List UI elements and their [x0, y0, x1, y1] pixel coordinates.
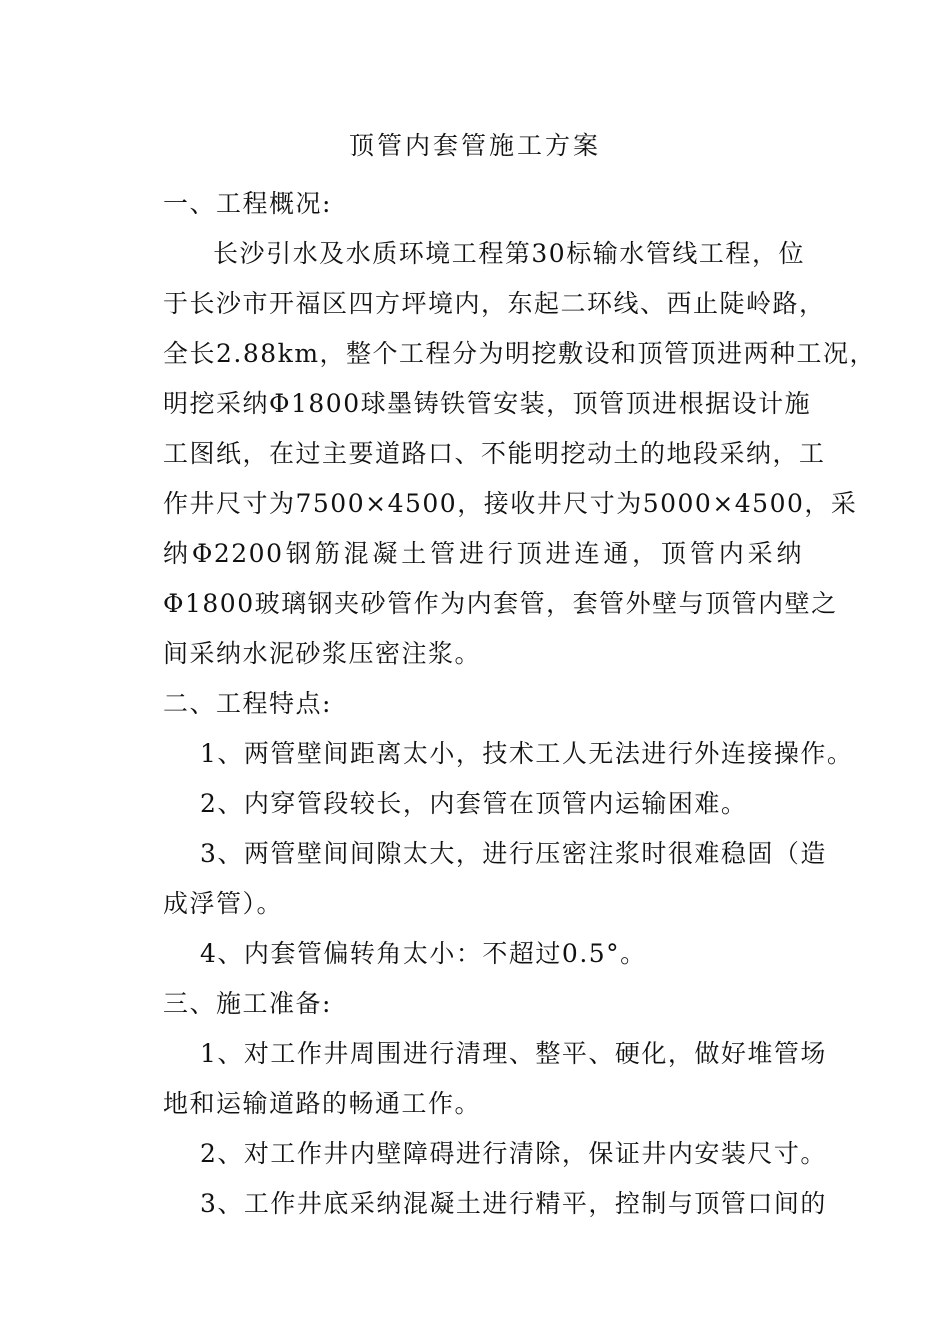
document-title: 顶管内套管施工方案 [348, 131, 601, 160]
list-item: 1、两管壁间距离太小，技术工人无法进行外连接操作。 [200, 739, 854, 768]
list-item: 2、内穿管段较长，内套管在顶管内运输困难。 [200, 789, 748, 818]
list-item: 4、内套管偏转角太小：不超过0.5°。 [200, 939, 647, 968]
paragraph-line: 工图纸，在过主要道路口、不能明挖动土的地段采纳，工 [163, 439, 826, 468]
paragraph-line: 于长沙市开福区四方坪境内，东起二环线、西止陡岭路， [163, 289, 826, 318]
paragraph-line: Φ1800玻璃钢夹砂管作为内套管，套管外壁与顶管内壁之 [163, 589, 838, 618]
list-item: 3、工作井底采纳混凝土进行精平，控制与顶管口间的 [200, 1189, 827, 1218]
list-item: 2、对工作井内壁障碍进行清除，保证井内安装尺寸。 [200, 1139, 827, 1168]
list-item-continuation: 地和运输道路的畅通工作。 [163, 1089, 482, 1118]
list-item-continuation: 成浮管）。 [163, 889, 284, 918]
paragraph-line: 纳Φ2200钢筋混凝土管进行顶进连通，顶管内采纳 [163, 539, 803, 568]
paragraph-line: 间采纳水泥砂浆压密注浆。 [163, 639, 482, 668]
section-heading: 三、施工准备: [163, 989, 332, 1018]
paragraph-line: 作井尺寸为7500×4500，接收井尺寸为5000×4500，采 [163, 489, 858, 518]
section-heading: 一、工程概况: [163, 189, 332, 218]
paragraph-line: 全长2.88km，整个工程分为明挖敷设和顶管顶进两种工况， [163, 339, 877, 368]
paragraph-line: 明挖采纳Φ1800球墨铸铁管安装，顶管顶进根据设计施 [163, 389, 812, 418]
section-heading: 二、工程特点: [163, 689, 332, 718]
paragraph-line: 长沙引水及水质环境工程第30标输水管线工程，位 [213, 239, 805, 268]
list-item: 3、两管壁间间隙太大，进行压密注浆时很难稳固（造 [200, 839, 827, 868]
list-item: 1、对工作井周围进行清理、整平、硬化，做好堆管场 [200, 1039, 827, 1068]
